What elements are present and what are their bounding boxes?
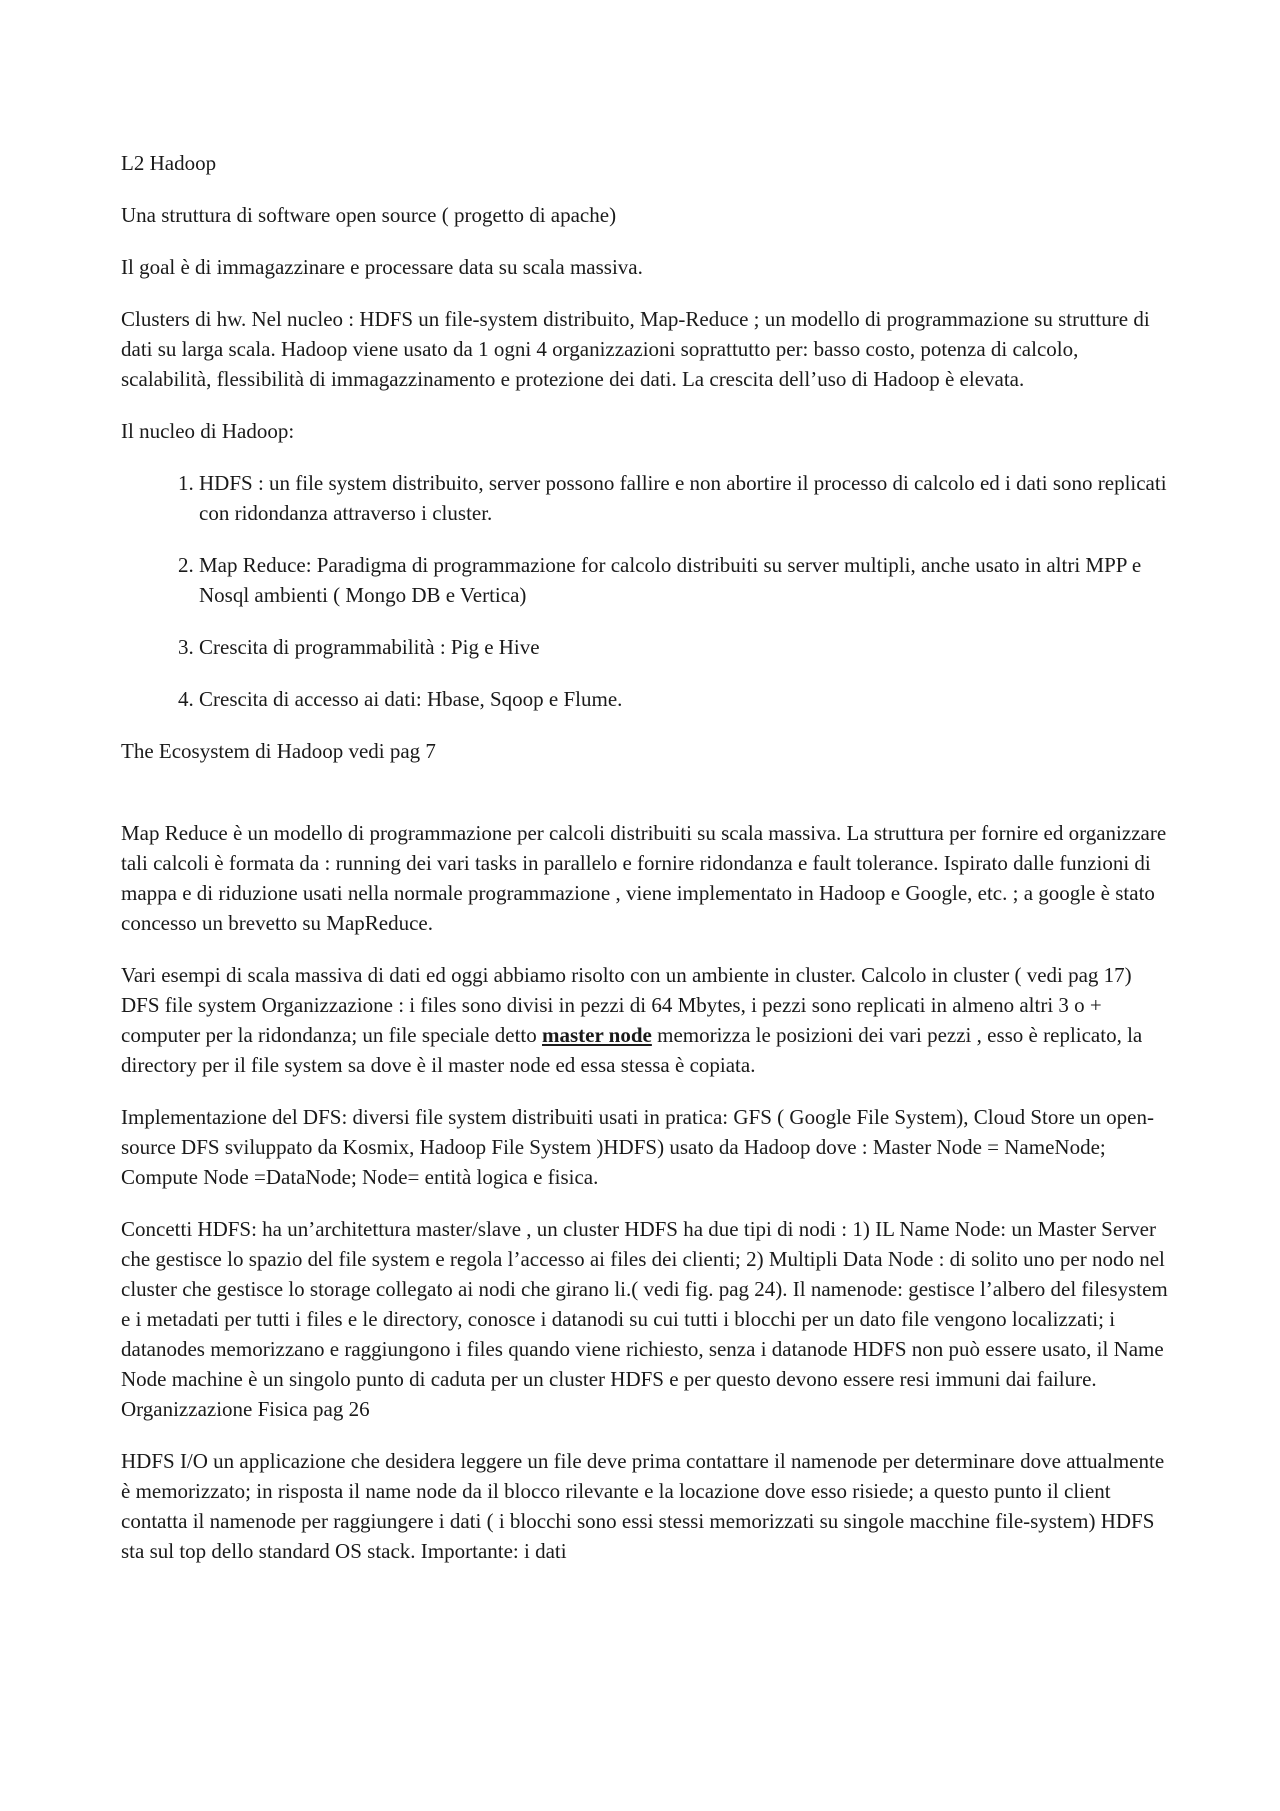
paragraph-mapreduce: Map Reduce è un modello di programmazione per calcoli distribuiti su scala massiva. La struttura per fornire ed organizzare tali calcoli è formata da : running dei vari tasks in parallelo e fornire ridondanza e fault tolerance. Ispirato dalle funzioni di mappa e di riduzione usati nella normale programmazione , viene implementato in Hadoop e Google, etc. ; a google è stato concesso un brevetto su MapReduce. [121, 821, 1167, 935]
master-node-emphasis: master node [542, 1023, 652, 1047]
paragraph-text: Organizzazione Fisica pag 26 [121, 1397, 370, 1421]
paragraph-hdfs-io: HDFS I/O un applicazione che desidera leggere un file deve prima contattare il namenode per determinare dove attualmente è memorizzato; in risposta il name node da il blocco rilevante e la locazione dove esso risiede; a questo punto il client contatta il namenode per raggiungere i dati ( i blocchi sono essi stessi memorizzati su singole macchine file-system) HDFS sta sul top dello standard OS stack. Importante: i dati [121, 1449, 1165, 1563]
list-item: 2. Map Reduce: Paradigma di programmazione for calcolo distribuiti su server multipli, anche usato in altri MPP e Nosql ambienti ( Mongo DB e Vertica) [199, 550, 1169, 610]
paragraph-dfs-implementation: Implementazione del DFS: diversi file system distribuiti usati in pratica: GFS ( Google File System), Cloud Store un open-source DFS sviluppato da Kosmix, Hadoop File System )HDFS) usato da Hadoop dove : Master Node = NameNode; Compute Node =DataNode; Node= entità logica e fisica. [121, 1105, 1154, 1189]
list-item: 1. HDFS : un file system distribuito, server possono fallire e non abortire il processo di calcolo ed i dati sono replicati con ridondanza attraverso i cluster. [199, 468, 1169, 528]
paragraph-text: Vari esempi di scala massiva di dati ed oggi abbiamo risolto con un ambiente in cluster. Calcolo in cluster ( vedi pag 17) DFS file system Organizzazione : i files sono divisi in pezzi di 64 Mbytes, i pezzi sono replicati in almeno altri 3 o + computer per la ridondanza; un file speciale detto [121, 963, 1132, 1047]
list-item: 3. Crescita di programmabilità : Pig e Hive [199, 632, 1169, 662]
blank-line [121, 788, 1169, 818]
paragraph-clusters: Clusters di hw. Nel nucleo : HDFS un file-system distribuito, Map-Reduce ; un modello di programmazione su strutture di dati su larga scala. Hadoop viene usato da 1 ogni 4 organizzazioni soprattutto per: basso costo, potenza di calcolo, scalabilità, flessibilità di immagazzinamento e protezione dei dati. La crescita dell’uso di Hadoop è elevata. [121, 307, 1150, 391]
paragraph-goal: Il goal è di immagazzinare e processare data su scala massiva. [121, 255, 643, 279]
core-list [121, 468, 1169, 714]
paragraph-cluster-examples [121, 960, 1169, 1080]
paragraph-intro: Una struttura di software open source ( progetto di apache) [121, 203, 617, 227]
document-title: L2 Hadoop [121, 151, 217, 175]
paragraph-ecosystem: The Ecosystem di Hadoop vedi pag 7 [121, 739, 436, 763]
paragraph-core-heading: Il nucleo di Hadoop: [121, 419, 295, 443]
document-body [121, 148, 1169, 1588]
paragraph-hdfs-concepts [121, 1214, 1169, 1424]
paragraph-text: memorizza le posizioni dei vari pezzi , esso è replicato, la directory per il file system sa dove è il master node ed essa stessa è copiata. [121, 1023, 1143, 1077]
list-item: 4. Crescita di accesso ai dati: Hbase, Sqoop e Flume. [199, 684, 1169, 714]
paragraph-text: Concetti HDFS: ha un’architettura master/slave , un cluster HDFS ha due tipi di nodi : 1) IL Name Node: un Master Server che gestisce lo spazio del file system e regola l’accesso ai files dei clienti; 2) Multipli Data Node : di solito uno per nodo nel cluster che gestisce lo storage collegato ai nodi che girano li.( vedi fig. pag 24). Il namenode: gestisce l’albero del filesystem e i metadati per tutti i files e le directory, conosce i datanodi su cui tutti i blocchi per un dato file vengono localizzati; i datanodes memorizzano e raggiungono i files quando viene richiesto, senza i datanode HDFS non può essere usato, il Name Node machine è un singolo punto di caduta per un cluster HDFS e per questo devono essere resi immuni dai failure. [121, 1217, 1168, 1391]
